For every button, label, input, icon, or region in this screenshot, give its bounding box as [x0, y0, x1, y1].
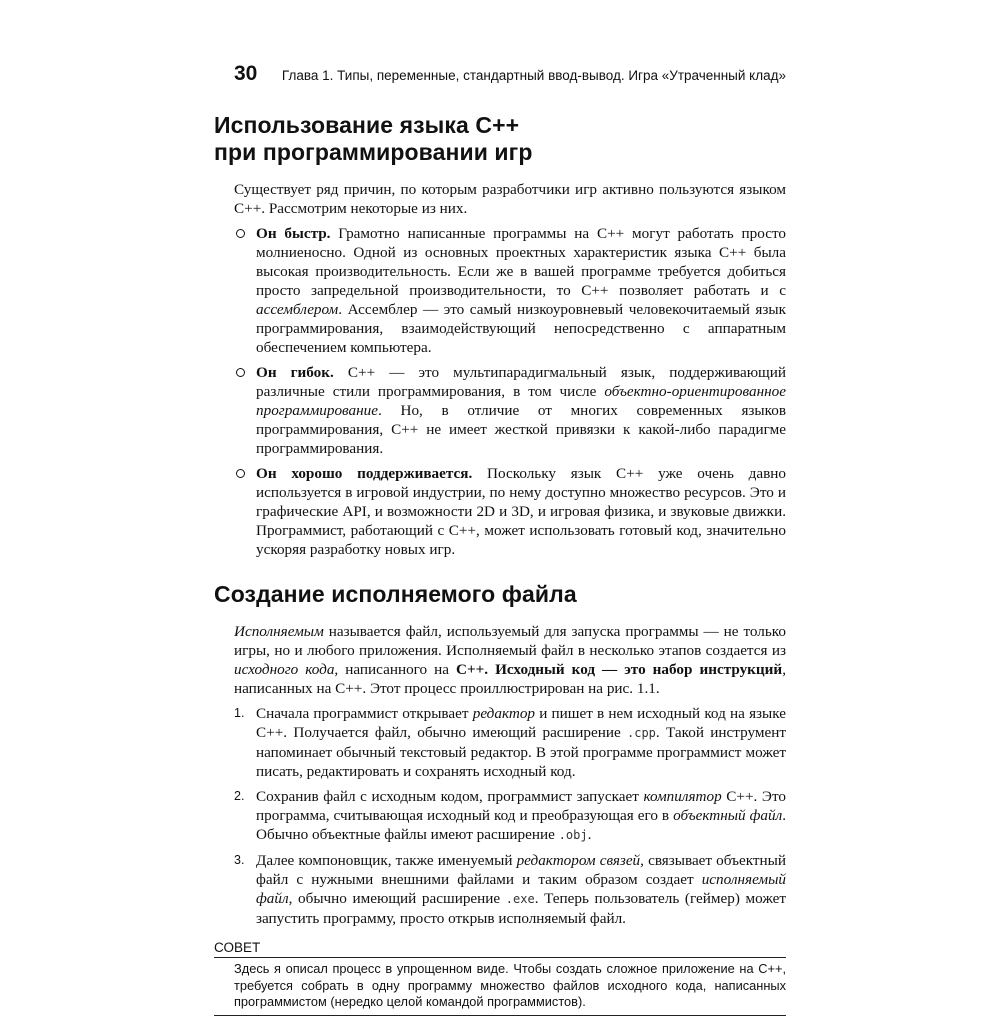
reason-flexible	[234, 363, 786, 458]
book-page	[214, 62, 786, 1016]
reason-lead: Он быстр.	[256, 225, 331, 242]
reason-text: Поскольку язык С++ уже очень давно используется в игровой индустрии, по нему доступно множество ресурсов. Это и графические API, и возможности 2D и 3D, и игровая физика, и звуковые движки. Программист, работающий с С++, может использовать готовый код, значительно ускоряя разработку новых игр.	[256, 465, 786, 558]
tip-header: СОВЕТ	[214, 940, 786, 958]
step-text: Далее компоновщик, также именуемый	[256, 852, 517, 869]
step-text: . Такой инструмент напоминает обычный текстовый редактор. В этой программе программист может писать, редактировать и сохранять исходный код.	[256, 724, 786, 780]
file-extension: .cpp	[627, 726, 656, 740]
reason-text: Грамотно написанные программы на С++ могут работать просто молниеносно. Одной из основных проектных характеристик языка С++ была высокая производительность. Если же в вашей программе требуется добиться просто запредельной производительности, то С++ позволяет работать и с	[256, 225, 786, 299]
reason-text: . Но, в отличие от многих современных языков программирования, С++ не имеет жесткой привязки к какой-либо парадигме программирования.	[256, 402, 786, 457]
step-text: .	[587, 826, 592, 843]
reason-text: С++ — это мультипарадигмальный язык, поддерживающий различные стили программирования, в том числе	[256, 364, 786, 400]
step-number: 2.	[234, 789, 245, 803]
reason-fast	[234, 224, 786, 357]
reason-text: . Ассемблер — это самый низкоуровневый человекочитаемый язык программирования, взаимодействующий непосредственно с аппаратным обеспечением компьютера.	[256, 301, 786, 356]
step-item	[234, 704, 786, 781]
step-term: компилятор	[643, 788, 722, 805]
page-number: 30	[234, 62, 258, 85]
step-text: и пишет в нем исходный код на языке С++. Получается файл, обычно имеющий расширение	[256, 705, 786, 741]
build-steps-list	[234, 704, 786, 928]
circle-bullet-icon	[236, 368, 245, 377]
intro-text: , написанных на С++. Этот процесс проиллюстрирован на рис. 1.1.	[234, 661, 786, 697]
reason-lead: Он гибок.	[256, 364, 334, 381]
intro-bold: С++. Исходный код — это набор инструкций	[456, 661, 783, 678]
step-term: редактор	[472, 705, 536, 722]
chapter-title: Глава 1. Типы, переменные, стандартный ввод-вывод. Игра «Утраченный клад»	[281, 68, 786, 83]
section2-intro	[234, 622, 786, 698]
circle-bullet-icon	[236, 469, 245, 478]
section-heading-cpp-games	[214, 112, 786, 166]
intro-text: , написанного на	[334, 661, 456, 678]
file-extension: .obj	[558, 828, 588, 842]
reason-lead: Он хорошо поддерживается.	[256, 465, 473, 482]
file-extension: .exe	[505, 892, 535, 906]
tip-text: Здесь я описал процесс в упрощенном виде. Чтобы создать сложное приложение на С++, требуется собрать в одну программу множество файлов исходного кода, написанных программистом (нередко целой командой программистов).	[214, 958, 786, 1016]
step-term: редактором связей	[516, 852, 641, 869]
step-item	[234, 851, 786, 928]
section2-body	[214, 622, 786, 928]
intro-term: исходного кода	[234, 661, 335, 678]
step-item	[234, 787, 786, 845]
running-head	[214, 62, 786, 86]
step-term: объектный файл	[673, 807, 783, 824]
section-heading-line1: Использование языка С++	[214, 112, 520, 138]
section1-intro: Существует ряд причин, по которым разработчики игр активно пользуются языком С++. Рассмотрим некоторые из них.	[234, 181, 786, 217]
intro-text: называется файл, используемый для запуска программы — не только игры, но и любого приложения. Исполняемый файл в несколько этапов создается из	[234, 623, 786, 659]
section1-body	[214, 180, 786, 559]
reason-term: ассемблером	[256, 301, 339, 318]
step-number: 3.	[234, 853, 245, 867]
step-term: исполняемый файл	[256, 871, 786, 907]
step-text: Сохранив файл с исходным кодом, программист запускает	[256, 788, 644, 805]
step-text: . Обычно объектные файлы имеют расширение	[256, 807, 787, 843]
step-text: , обычно имеющий расширение	[288, 890, 506, 907]
step-text: , связывает объектный файл с нужными внешними файлами и таким образом создает	[256, 852, 786, 888]
step-text: С++. Это программа, считывающая исходный код и преобразующая его в	[256, 788, 786, 824]
section-heading-line2: при программировании игр	[214, 139, 533, 165]
intro-term: Исполняемым	[234, 623, 324, 640]
reasons-list	[234, 224, 786, 559]
circle-bullet-icon	[236, 229, 245, 238]
step-number: 1.	[234, 706, 245, 720]
reason-supported	[234, 464, 786, 559]
step-text: Сначала программист открывает	[256, 705, 473, 722]
reason-term: объектно-ориентированное программирование	[256, 383, 786, 419]
section-heading-executable: Создание исполняемого файла	[214, 581, 577, 607]
step-text: . Теперь пользователь (геймер) может запустить программу, просто открыв исполняемый файл.	[256, 890, 786, 927]
tip-box	[214, 940, 786, 1016]
